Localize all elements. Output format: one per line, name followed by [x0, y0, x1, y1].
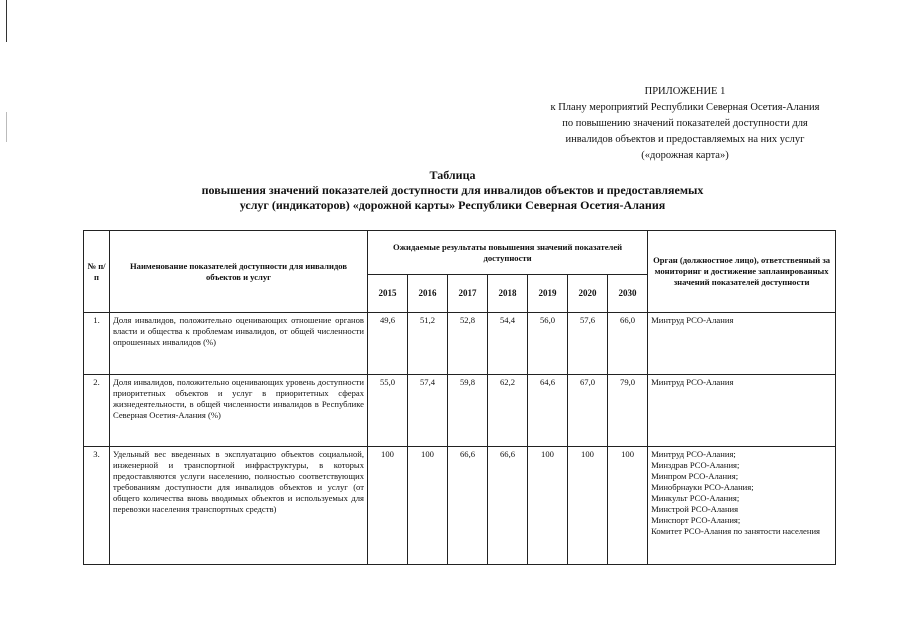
value-cell: 55,0 — [368, 375, 408, 447]
annex-line: инвалидов объектов и предоставляемых на них услуг — [565, 134, 805, 145]
header-responsible-org: Орган (должностное лицо), ответственный за мониторинг и достижение запланированных значений показателей доступности — [648, 231, 836, 313]
indicator-text: Доля инвалидов, положительно оценивающих отношение органов власти и общества к проблемам инвалидов, от общей численности опрошенных инвалидов (%) — [110, 313, 368, 375]
value-cell: 100 — [368, 447, 408, 565]
indicators-table — [83, 230, 836, 565]
value-cell: 67,0 — [568, 375, 608, 447]
value-cell: 56,0 — [528, 313, 568, 375]
annex-line: по повышению значений показателей доступности для — [562, 118, 808, 129]
annex-line: к Плану мероприятий Республики Северная Осетия-Алания — [550, 102, 820, 113]
table-row — [84, 375, 836, 447]
value-cell: 100 — [408, 447, 448, 565]
responsible-org — [648, 313, 836, 375]
value-cell: 79,0 — [608, 375, 648, 447]
document-title — [0, 168, 905, 213]
org-line: Минобрнауки РСО-Алания; — [651, 482, 754, 492]
org-line: Минкульт РСО-Алания; — [651, 493, 740, 503]
year-header: 2019 — [528, 275, 568, 313]
value-cell: 66,0 — [608, 313, 648, 375]
value-cell: 51,2 — [408, 313, 448, 375]
row-num: 1. — [84, 313, 110, 375]
org-line: Минстрой РСО-Алания — [651, 504, 739, 514]
indicator-text: Доля инвалидов, положительно оценивающих уровень доступности приоритетных объектов и услуг в приоритетных сферах жизнедеятельности, в общей численности инвалидов в Республике Северная Осетия-Алания (%) — [110, 375, 368, 447]
annex-line: («дорожная карта») — [641, 150, 729, 161]
table-row — [84, 313, 836, 375]
org-line: Минздрав РСО-Алания; — [651, 460, 740, 470]
header-indicator-name: Наименование показателей доступности для инвалидов объектов и услуг — [110, 231, 368, 313]
value-cell: 64,6 — [528, 375, 568, 447]
responsible-org — [648, 447, 836, 565]
year-header: 2030 — [608, 275, 648, 313]
annex-header — [500, 84, 870, 164]
value-cell: 66,6 — [488, 447, 528, 565]
title-line: Таблица — [429, 168, 476, 182]
table-row — [84, 447, 836, 565]
title-line: повышения значений показателей доступности для инвалидов объектов и предоставляемых — [201, 183, 704, 197]
year-header: 2018 — [488, 275, 528, 313]
org-line: Минтруд РСО-Алания — [651, 315, 734, 325]
value-cell: 66,6 — [448, 447, 488, 565]
org-line: Минспорт РСО-Алания; — [651, 515, 741, 525]
org-line: Минтруд РСО-Алания — [651, 377, 734, 387]
indicator-text: Удельный вес введенных в эксплуатацию объектов социальной, инженерной и транспортной инфраструктуры, в которых предоставляются услуги населению, полностью соответствующих требованиям доступности для инвалидов объектов и услуг (от общего количества вновь вводимых объектов и используемых для перевозки населения транспортных средств) — [110, 447, 368, 565]
row-num: 2. — [84, 375, 110, 447]
year-header: 2016 — [408, 275, 448, 313]
scan-margin-mark — [6, 112, 7, 142]
responsible-org — [648, 375, 836, 447]
value-cell: 100 — [568, 447, 608, 565]
year-header: 2020 — [568, 275, 608, 313]
value-cell: 57,6 — [568, 313, 608, 375]
value-cell: 100 — [528, 447, 568, 565]
row-num: 3. — [84, 447, 110, 565]
value-cell: 62,2 — [488, 375, 528, 447]
header-expected-results: Ожидаемые результаты повышения значений показателей доступности — [368, 231, 648, 275]
value-cell: 59,8 — [448, 375, 488, 447]
annex-line: ПРИЛОЖЕНИЕ 1 — [644, 86, 726, 97]
org-line: Минпром РСО-Алания; — [651, 471, 739, 481]
title-line: услуг (индикаторов) «дорожной карты» Республики Северная Осетия-Алания — [239, 198, 666, 212]
org-line: Минтруд РСО-Алания; — [651, 449, 736, 459]
scan-margin-mark — [6, 0, 7, 42]
org-line: Комитет РСО-Алания по занятости населения — [651, 526, 821, 536]
header-num: № п/п — [84, 231, 110, 313]
value-cell: 54,4 — [488, 313, 528, 375]
year-header: 2017 — [448, 275, 488, 313]
value-cell: 52,8 — [448, 313, 488, 375]
year-header: 2015 — [368, 275, 408, 313]
value-cell: 100 — [608, 447, 648, 565]
value-cell: 49,6 — [368, 313, 408, 375]
value-cell: 57,4 — [408, 375, 448, 447]
